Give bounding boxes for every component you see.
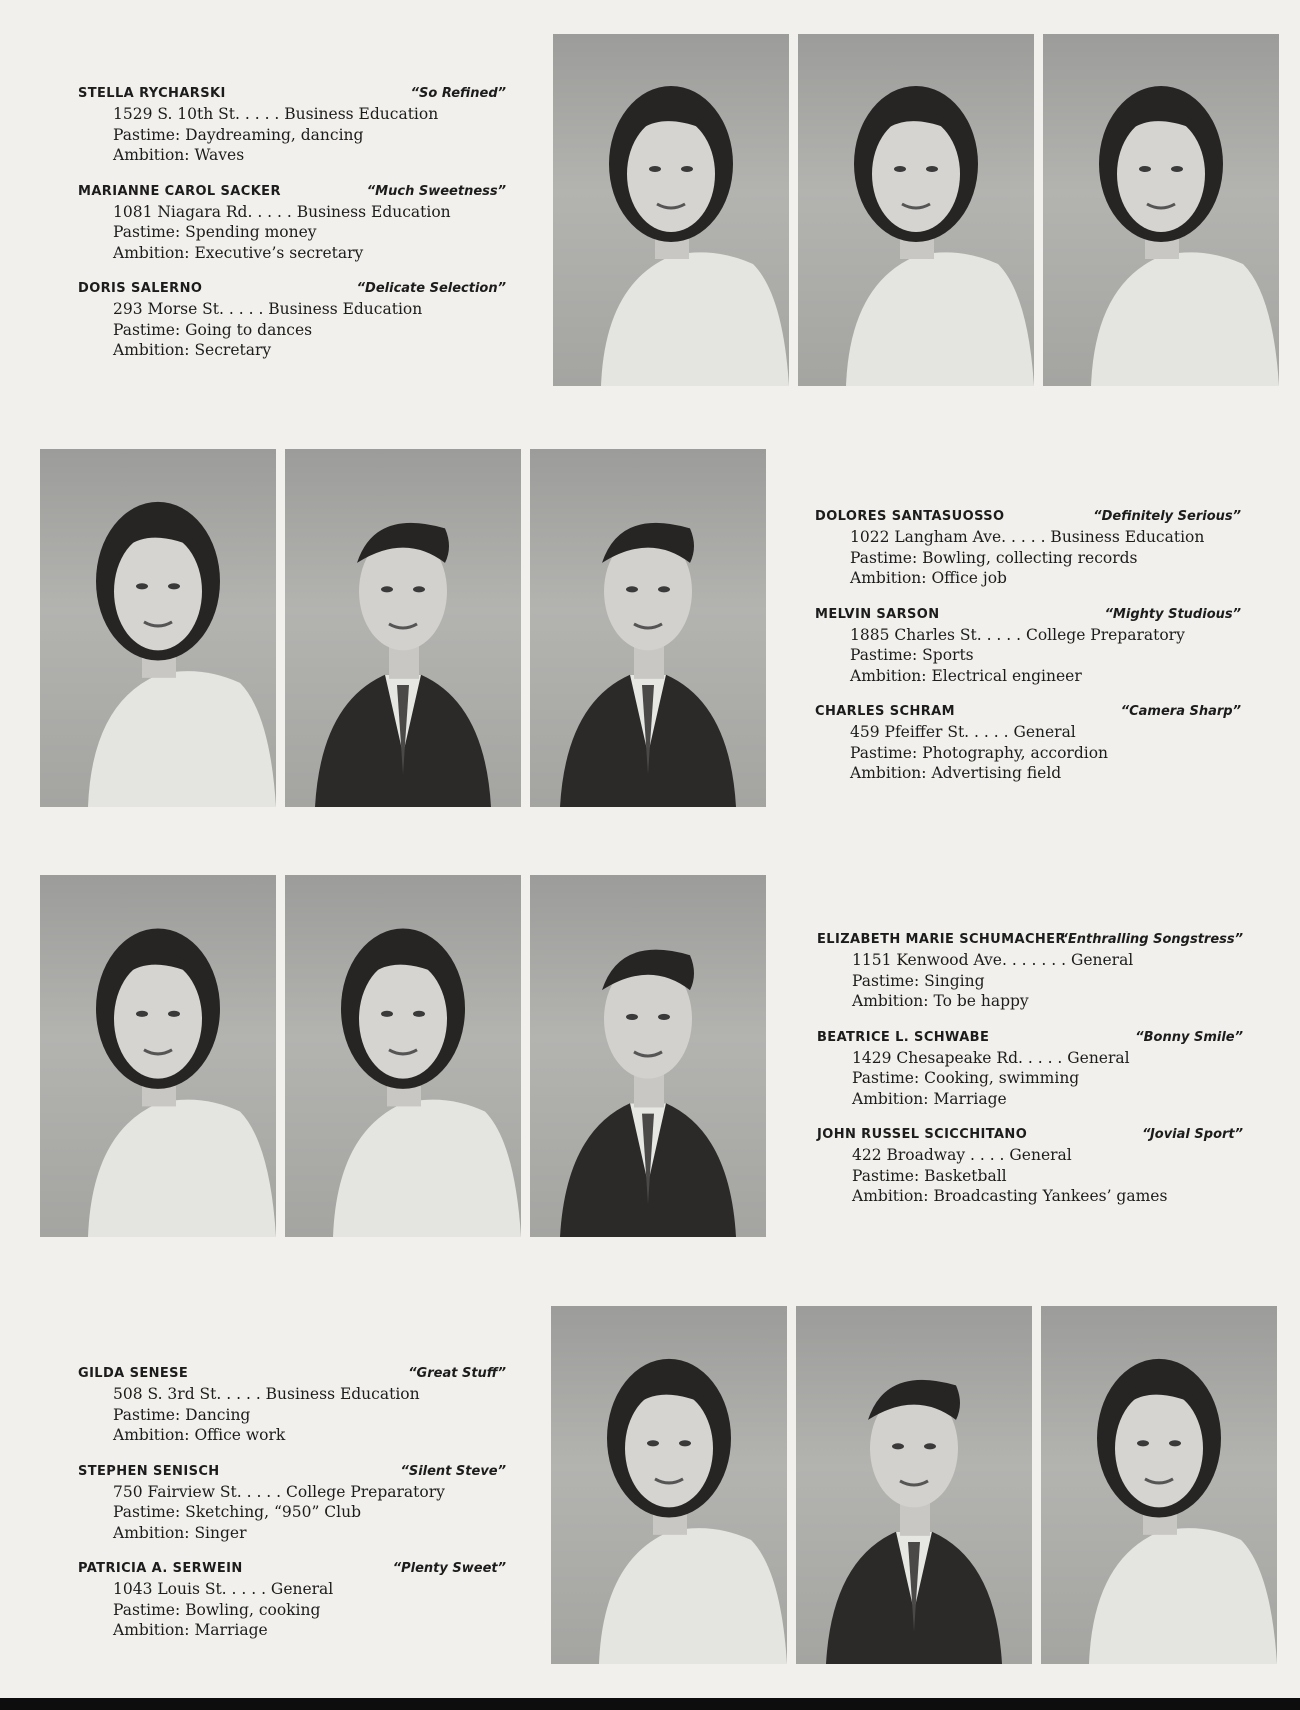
student-ambition xyxy=(852,991,1243,1012)
ambition-value: Electrical engineer xyxy=(931,666,1082,685)
student-ambition xyxy=(113,1523,506,1544)
student-nickname: “Great Stuff” xyxy=(408,1366,506,1381)
student-photo xyxy=(1041,1306,1277,1664)
student-photo xyxy=(40,449,276,807)
photo-row-2 xyxy=(40,449,766,807)
text-block-1 xyxy=(78,84,506,377)
student-nickname: “Camera Sharp” xyxy=(1120,704,1241,719)
student-nickname: “Plenty Sweet” xyxy=(392,1561,506,1576)
photo-row-3 xyxy=(40,875,766,1237)
student-address-course: 508 S. 3rd St. . . . . Business Education xyxy=(113,1385,420,1403)
student-ambition xyxy=(850,568,1241,589)
ambition-value: Marriage xyxy=(933,1089,1007,1108)
student-nickname: “Delicate Selection” xyxy=(356,281,506,296)
ambition-label: Ambition: xyxy=(850,666,927,685)
ambition-value: Secretary xyxy=(194,341,272,359)
ambition-value: Office work xyxy=(194,1426,286,1444)
student-address-course: 1885 Charles St. . . . . College Preparatory xyxy=(850,625,1185,644)
student-name: GILDA SENESE xyxy=(78,1366,189,1381)
student-photo xyxy=(798,34,1034,386)
student-photo xyxy=(796,1306,1032,1664)
student-name: PATRICIA A. SERWEIN xyxy=(78,1561,243,1576)
student-pastime xyxy=(113,1502,506,1523)
student-photo xyxy=(285,449,521,807)
student-nickname: “So Refined” xyxy=(410,86,506,101)
pastime-label: Pastime: xyxy=(850,646,918,664)
text-block-4 xyxy=(78,1364,506,1657)
pastime-value: Photography, accordion xyxy=(922,743,1109,762)
photo-row-4 xyxy=(551,1306,1277,1664)
student-name: JOHN RUSSEL SCICCHITANO xyxy=(817,1127,1028,1142)
student-ambition xyxy=(850,763,1241,784)
pastime-value: Cooking, swimming xyxy=(924,1069,1080,1087)
pastime-label: Pastime: xyxy=(113,1405,181,1424)
student-pastime xyxy=(850,743,1241,764)
ambition-label: Ambition: xyxy=(113,1426,190,1444)
student-pastime xyxy=(852,1068,1243,1089)
student-address-course: 1081 Niagara Rd. . . . . Business Education xyxy=(113,202,451,221)
pastime-label: Pastime: xyxy=(852,971,920,990)
student-pastime xyxy=(852,971,1243,992)
student-address-course: 750 Fairview St. . . . . College Preparatory xyxy=(113,1482,445,1501)
student-entry xyxy=(78,279,506,361)
pastime-label: Pastime: xyxy=(852,1069,920,1087)
pastime-value: Going to dances xyxy=(185,320,313,339)
student-nickname: “Jovial Sport” xyxy=(1142,1127,1243,1142)
student-photo xyxy=(551,1306,787,1664)
ambition-label: Ambition: xyxy=(852,992,929,1010)
student-pastime xyxy=(113,1405,506,1426)
ambition-label: Ambition: xyxy=(113,243,190,262)
ambition-label: Ambition: xyxy=(852,1187,929,1205)
student-entry xyxy=(817,1125,1243,1207)
student-pastime xyxy=(113,222,506,243)
student-pastime xyxy=(113,125,506,146)
pastime-label: Pastime: xyxy=(113,1600,181,1619)
student-address-course: 1529 S. 10th St. . . . . Business Education xyxy=(113,105,439,123)
student-nickname: “Definitely Serious” xyxy=(1093,509,1241,524)
student-pastime xyxy=(113,1600,506,1621)
student-name: CHARLES SCHRAM xyxy=(815,704,955,719)
student-entry xyxy=(817,1028,1243,1110)
student-address-course: 1429 Chesapeake Rd. . . . . General xyxy=(852,1048,1130,1067)
student-nickname: “Bonny Smile” xyxy=(1135,1029,1243,1045)
pastime-value: Singing xyxy=(924,971,985,990)
ambition-value: Waves xyxy=(194,146,245,164)
student-photo xyxy=(40,875,276,1237)
ambition-label: Ambition: xyxy=(113,1621,190,1639)
pastime-value: Spending money xyxy=(185,223,317,241)
student-name: MARIANNE CAROL SACKER xyxy=(78,183,281,199)
student-entry xyxy=(817,930,1243,1012)
student-name: DOLORES SANTASUOSSO xyxy=(815,509,1005,524)
student-address-course: 1022 Langham Ave. . . . . Business Education xyxy=(850,528,1205,546)
student-name: ELIZABETH MARIE SCHUMACHER xyxy=(817,932,1066,947)
ambition-value: Office job xyxy=(931,569,1007,587)
student-name: DORIS SALERNO xyxy=(78,281,203,296)
ambition-value: Executive’s secretary xyxy=(194,243,364,262)
student-entry xyxy=(815,507,1241,589)
student-name: BEATRICE L. SCHWABE xyxy=(817,1029,990,1045)
text-block-3 xyxy=(817,930,1243,1223)
pastime-label: Pastime: xyxy=(852,1166,920,1185)
pastime-label: Pastime: xyxy=(113,320,181,339)
student-ambition xyxy=(113,243,506,264)
ambition-label: Ambition: xyxy=(850,764,927,782)
student-address-course: 293 Morse St. . . . . Business Education xyxy=(113,300,423,318)
photo-row-1 xyxy=(553,34,1279,386)
pastime-label: Pastime: xyxy=(850,548,918,567)
ambition-label: Ambition: xyxy=(850,569,927,587)
pastime-value: Dancing xyxy=(185,1405,251,1424)
pastime-value: Daydreaming, dancing xyxy=(185,125,364,144)
pastime-label: Pastime: xyxy=(850,743,918,762)
student-ambition xyxy=(852,1186,1243,1207)
student-ambition xyxy=(113,1620,506,1641)
student-photo xyxy=(530,449,766,807)
student-address-course: 1043 Louis St. . . . . General xyxy=(113,1580,334,1598)
student-name: STEPHEN SENISCH xyxy=(78,1463,220,1479)
student-entry xyxy=(815,605,1241,687)
student-name: MELVIN SARSON xyxy=(815,606,940,622)
pastime-label: Pastime: xyxy=(113,223,181,241)
pastime-value: Bowling, collecting records xyxy=(922,548,1138,567)
student-entry xyxy=(78,1462,506,1544)
student-nickname: “Enthralling Songstress” xyxy=(1059,932,1243,947)
ambition-value: To be happy xyxy=(933,992,1029,1010)
student-ambition xyxy=(850,666,1241,687)
ambition-value: Broadcasting Yankees’ games xyxy=(933,1187,1168,1205)
student-entry xyxy=(78,1559,506,1641)
pastime-label: Pastime: xyxy=(113,1503,181,1521)
pastime-value: Sports xyxy=(922,646,974,664)
student-nickname: “Silent Steve” xyxy=(400,1463,506,1479)
student-photo xyxy=(553,34,789,386)
ambition-label: Ambition: xyxy=(113,341,190,359)
student-photo xyxy=(285,875,521,1237)
text-block-2 xyxy=(815,507,1241,800)
student-address-course: 422 Broadway . . . . General xyxy=(852,1146,1072,1164)
ambition-value: Singer xyxy=(194,1523,247,1542)
ambition-label: Ambition: xyxy=(852,1089,929,1108)
student-entry xyxy=(815,702,1241,784)
student-entry xyxy=(78,182,506,264)
student-ambition xyxy=(113,340,506,361)
student-entry xyxy=(78,1364,506,1446)
student-nickname: “Much Sweetness” xyxy=(366,183,506,199)
student-pastime xyxy=(850,548,1241,569)
pastime-value: Basketball xyxy=(924,1166,1007,1185)
student-name: STELLA RYCHARSKI xyxy=(78,86,226,101)
ambition-value: Marriage xyxy=(194,1621,268,1639)
student-address-course: 1151 Kenwood Ave. . . . . . . General xyxy=(852,951,1134,969)
student-pastime xyxy=(852,1166,1243,1187)
student-pastime xyxy=(113,320,506,341)
student-address-course: 459 Pfeiffer St. . . . . General xyxy=(850,723,1076,741)
pastime-label: Pastime: xyxy=(113,125,181,144)
student-ambition xyxy=(852,1089,1243,1110)
student-ambition xyxy=(113,145,506,166)
ambition-label: Ambition: xyxy=(113,1523,190,1542)
student-entry xyxy=(78,84,506,166)
pastime-value: Bowling, cooking xyxy=(185,1600,321,1619)
student-photo xyxy=(1043,34,1279,386)
student-nickname: “Mighty Studious” xyxy=(1104,606,1241,622)
student-ambition xyxy=(113,1425,506,1446)
student-pastime xyxy=(850,645,1241,666)
pastime-value: Sketching, “950” Club xyxy=(185,1503,362,1521)
ambition-value: Advertising field xyxy=(931,764,1062,782)
page-bottom-edge xyxy=(0,1698,1300,1710)
student-photo xyxy=(530,875,766,1237)
ambition-label: Ambition: xyxy=(113,146,190,164)
